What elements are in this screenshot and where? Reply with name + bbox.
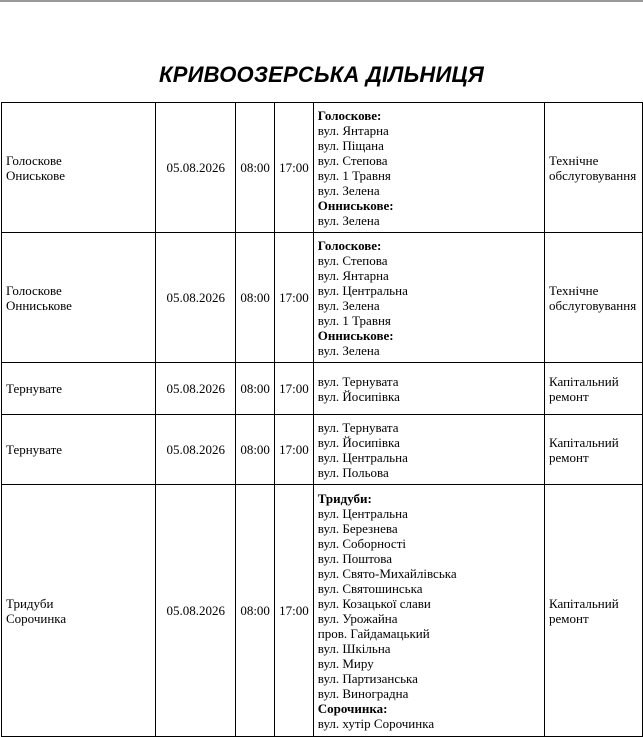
date-cell: 05.08.2026 — [156, 233, 236, 363]
settlement-name: Тридуби — [6, 595, 54, 611]
start-time-cell: 08:00 — [236, 415, 275, 485]
settlement-name: Голоскове — [6, 152, 62, 168]
streets-cell — [313, 103, 544, 233]
top-rule — [0, 0, 643, 2]
street-item: вул. Янтарна — [317, 267, 389, 283]
work-type-cell: Технічне обслуговування — [544, 233, 642, 363]
end-time-cell: 17:00 — [275, 103, 314, 233]
street-item: вул. Йосипівка — [317, 388, 400, 404]
street-item: вул. Зелена — [317, 342, 380, 358]
settlement-name: Сорочинка — [6, 610, 67, 626]
street-item: вул. Березнева — [317, 520, 398, 536]
streets-cell — [313, 485, 544, 737]
settlement-name: Тернувате — [6, 442, 63, 457]
settlement-heading: Голоскове: — [317, 107, 382, 123]
streets-cell — [313, 363, 544, 415]
street-item: вул. Степова — [317, 252, 388, 268]
street-item: вул. Шкільна — [317, 640, 391, 656]
work-type-cell: Капітальний ремонт — [544, 485, 642, 737]
table-body — [2, 103, 643, 737]
table-row — [2, 415, 643, 485]
street-item: вул. Свято-Михайлівська — [317, 565, 457, 581]
settlement-heading: Онниськове: — [317, 197, 394, 213]
street-item: вул. 1 Травня — [317, 312, 391, 328]
settlement-cell — [2, 363, 156, 415]
page-title: КРИВООЗЕРСЬКА ДІЛЬНИЦЯ — [159, 62, 484, 87]
street-item: вул. Поштова — [317, 550, 393, 566]
end-time-cell: 17:00 — [275, 415, 314, 485]
end-time-cell: 17:00 — [275, 233, 314, 363]
start-time-cell: 08:00 — [236, 233, 275, 363]
street-item: вул. Партизанська — [317, 670, 418, 686]
start-time-cell: 08:00 — [236, 485, 275, 737]
street-item: вул. Піщана — [317, 137, 384, 153]
street-item: вул. Виноградна — [317, 685, 409, 701]
settlement-heading: Тридуби: — [317, 490, 372, 506]
street-item: вул. Центральна — [317, 505, 408, 521]
settlement-name: Тернувате — [6, 381, 63, 396]
table-row — [2, 103, 643, 233]
settlement-cell — [2, 415, 156, 485]
streets-cell — [313, 415, 544, 485]
work-type-cell: Капітальний ремонт — [544, 363, 642, 415]
date-cell: 05.08.2026 — [156, 485, 236, 737]
table-row — [2, 485, 643, 737]
street-item: вул. Зелена — [317, 212, 380, 228]
street-item: вул. Урожайна — [317, 610, 398, 626]
settlement-heading: Онниськове: — [317, 327, 394, 343]
start-time-cell: 08:00 — [236, 103, 275, 233]
street-item: вул. Зелена — [317, 297, 380, 313]
date-cell: 05.08.2026 — [156, 363, 236, 415]
settlement-heading: Сорочинка: — [317, 700, 388, 716]
settlement-name: Онниськове — [6, 297, 72, 313]
settlement-name: Голоскове — [6, 282, 62, 298]
settlement-cell — [2, 103, 156, 233]
outage-schedule-table — [1, 102, 643, 737]
street-item: пров. Гайдамацький — [317, 625, 430, 641]
street-item: вул. Степова — [317, 152, 388, 168]
settlement-name: Ониськове — [6, 167, 65, 183]
street-item: вул. хутір Сорочинка — [317, 715, 435, 731]
start-time-cell: 08:00 — [236, 363, 275, 415]
work-type-cell: Технічне обслуговування — [544, 103, 642, 233]
table-row — [2, 363, 643, 415]
street-item: вул. Польова — [317, 464, 389, 480]
street-item: вул. 1 Травня — [317, 167, 391, 183]
street-item: вул. Тернувата — [317, 419, 399, 435]
street-item: вул. Центральна — [317, 449, 408, 465]
work-type-cell: Капітальний ремонт — [544, 415, 642, 485]
street-item: вул. Йосипівка — [317, 434, 400, 450]
settlement-cell — [2, 485, 156, 737]
street-item: вул. Козацької слави — [317, 595, 431, 611]
streets-cell — [313, 233, 544, 363]
end-time-cell: 17:00 — [275, 363, 314, 415]
settlement-heading: Голоскове: — [317, 237, 382, 253]
settlement-cell — [2, 233, 156, 363]
date-cell: 05.08.2026 — [156, 103, 236, 233]
street-item: вул. Центральна — [317, 282, 408, 298]
end-time-cell: 17:00 — [275, 485, 314, 737]
street-item: вул. Святошинська — [317, 580, 423, 596]
table-row — [2, 233, 643, 363]
street-item: вул. Янтарна — [317, 122, 389, 138]
street-item: вул. Соборності — [317, 535, 406, 551]
street-item: вул. Зелена — [317, 182, 380, 198]
street-item: вул. Миру — [317, 655, 374, 671]
date-cell: 05.08.2026 — [156, 415, 236, 485]
street-item: вул. Тернувата — [317, 373, 399, 389]
